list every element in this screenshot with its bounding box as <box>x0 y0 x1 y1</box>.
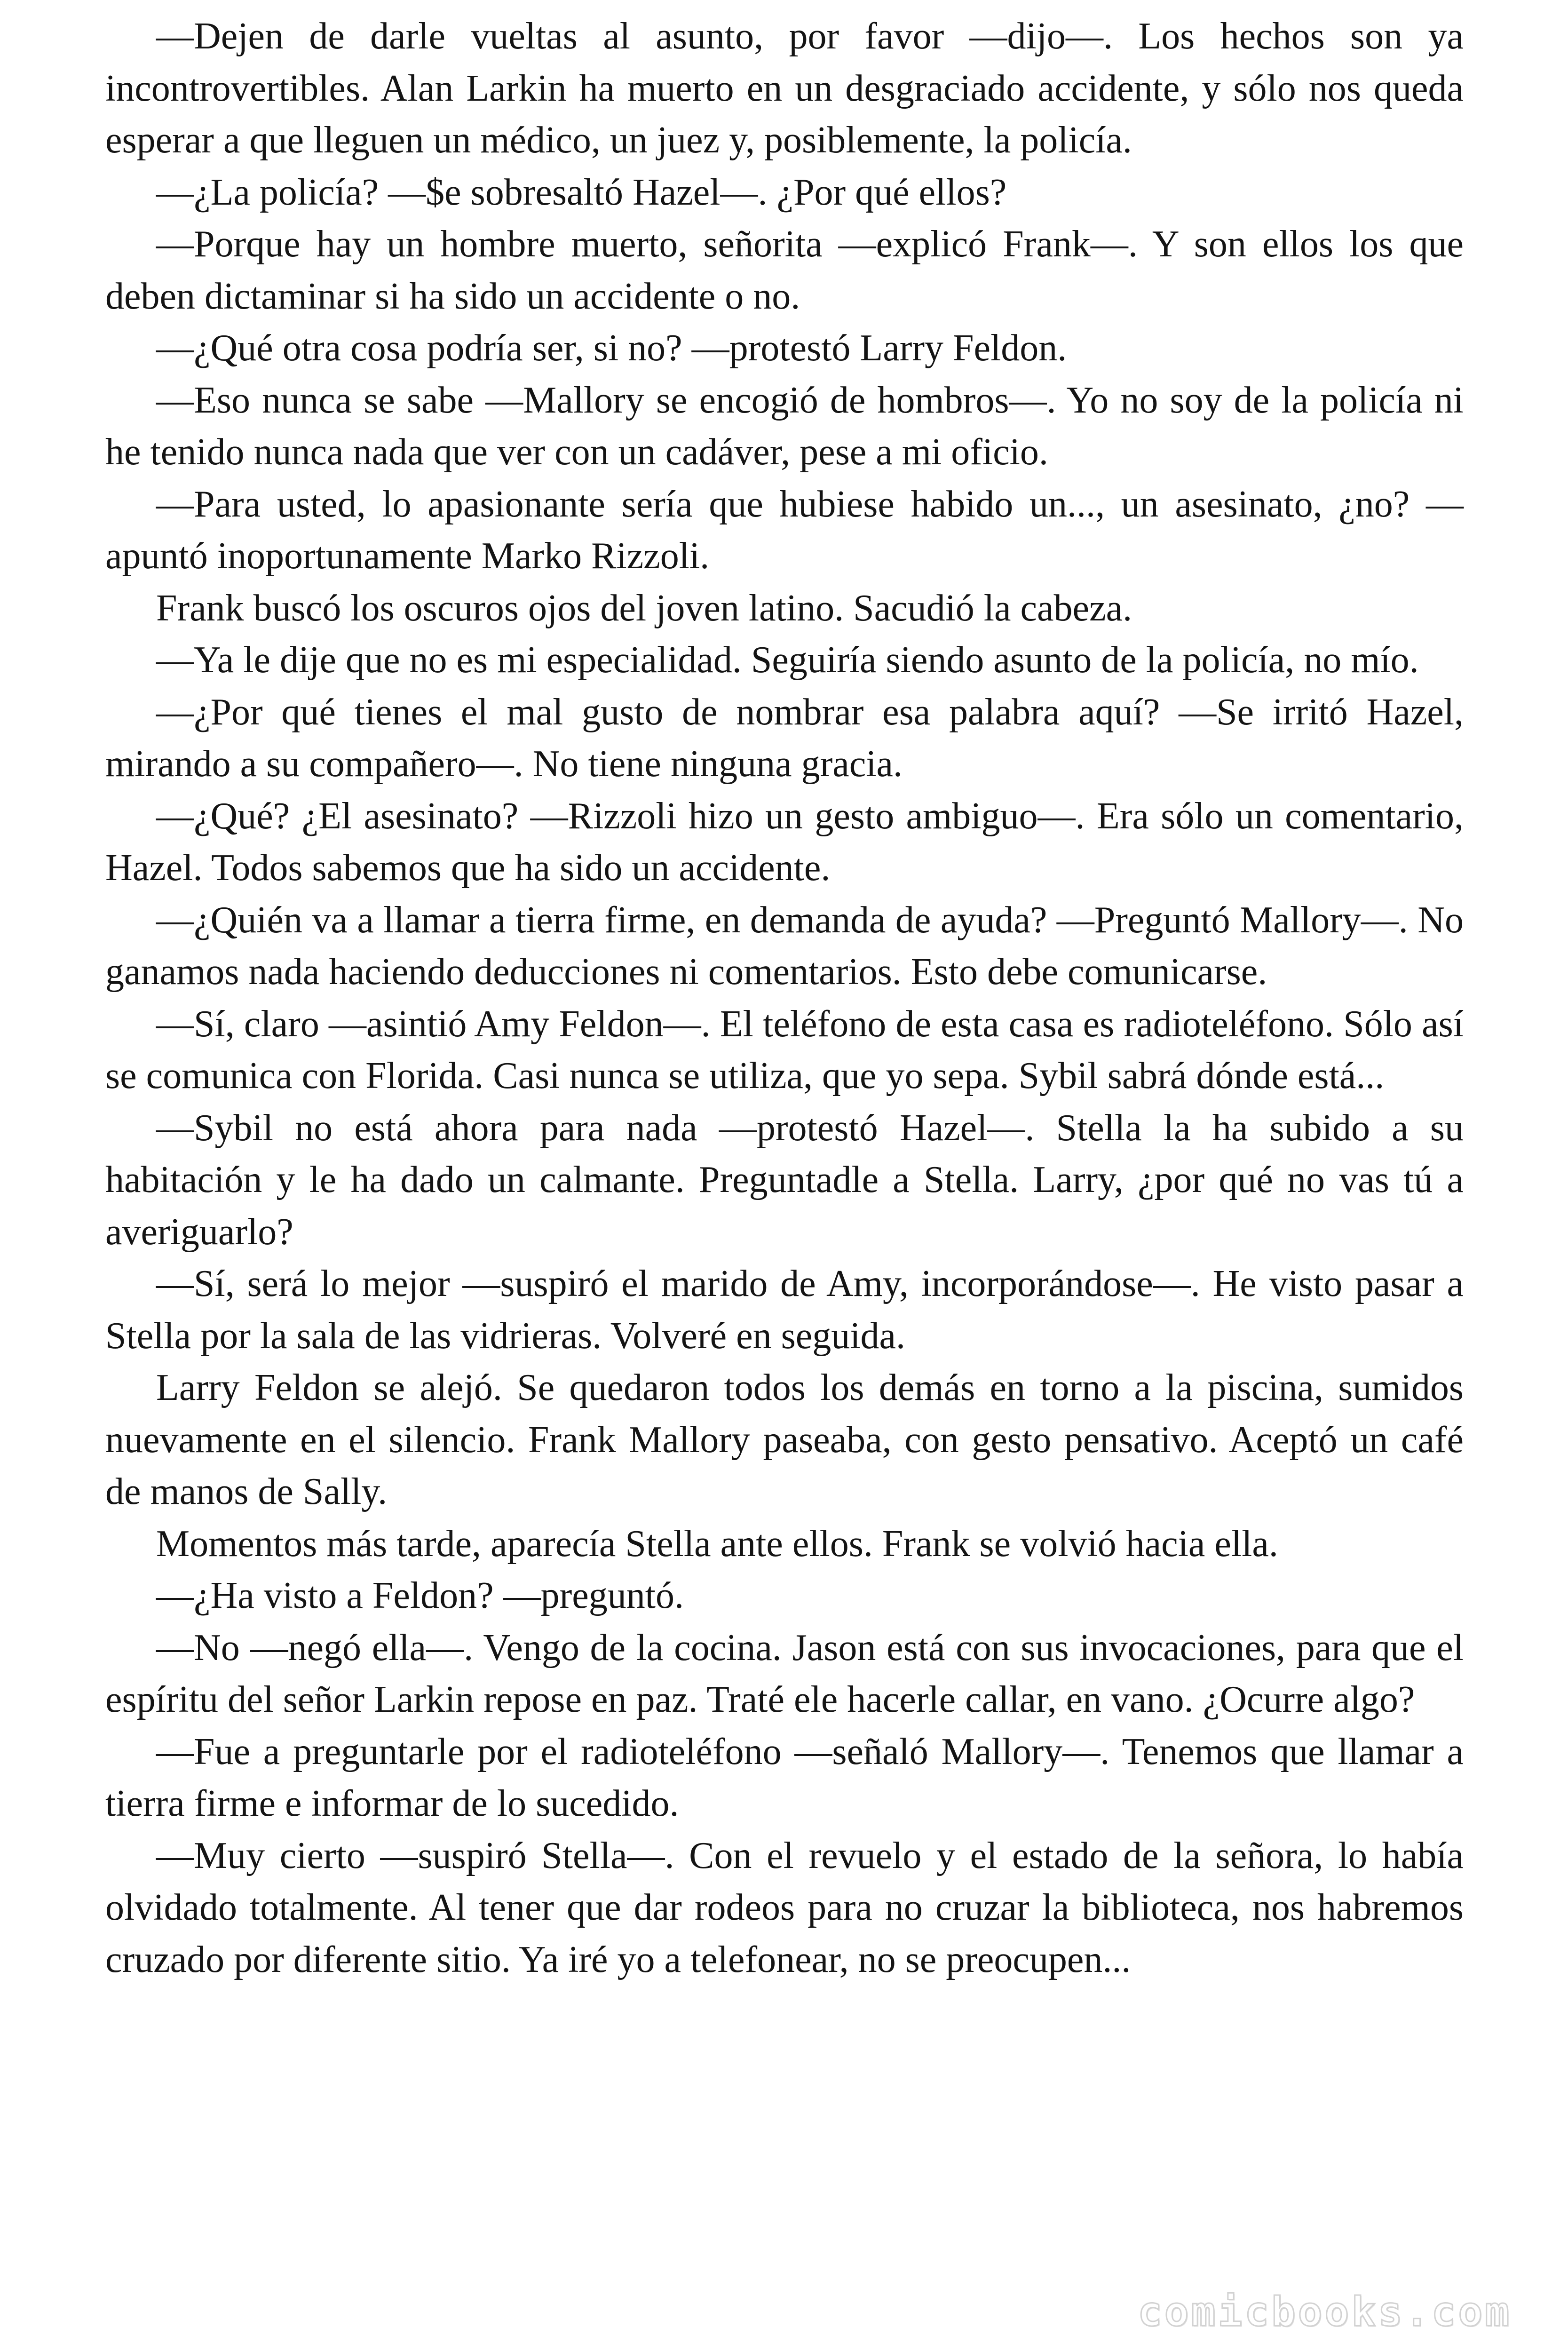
paragraph: —¿Quién va a llamar a tierra firme, en demanda de ayuda? —Preguntó Mallory—. No ganamos nada haciendo deducciones ni comentarios. Esto debe comunicarse. <box>105 899 1464 993</box>
paragraph: —Eso nunca se sabe —Mallory se encogió de hombros—. Yo no soy de la policía ni he tenido nunca nada que ver con un cadáver, pese a mi oficio. <box>105 379 1464 473</box>
paragraph: —¿Por qué tienes el mal gusto de nombrar esa palabra aquí? —Se irritó Hazel, mirando a su compañero—. No tiene ninguna gracia. <box>105 691 1464 785</box>
paragraph: —Fue a preguntarle por el radioteléfono —señaló Mallory—. Tenemos que llamar a tierra firme e informar de lo sucedido. <box>105 1731 1464 1824</box>
paragraph: —¿La policía? —$e sobresaltó Hazel—. ¿Por qué ellos? <box>156 171 1007 213</box>
paragraph: —¿Ha visto a Feldon? —preguntó. <box>156 1575 684 1616</box>
paragraph: Larry Feldon se alejó. Se quedaron todos los demás en torno a la piscina, sumidos nuevamente en el silencio. Frank Mallory paseaba, con gesto pensativo. Aceptó un café de manos de Sally. <box>105 1367 1464 1512</box>
paragraph: —Sí, será lo mejor —suspiró el marido de Amy, incorporándose—. He visto pasar a Stella por la sala de las vidrieras. Volveré en seguida. <box>105 1263 1464 1357</box>
paragraph: —No —negó ella—. Vengo de la cocina. Jason está con sus invocaciones, para que el espíritu del señor Larkin repose en paz. Traté ele hacerle callar, en vano. ¿Ocurre algo? <box>105 1627 1464 1720</box>
paragraph: —Sybil no está ahora para nada —protestó Hazel—. Stella la ha subido a su habitación y le ha dado un calmante. Preguntadle a Stella. Larry, ¿por qué no vas tú a averiguarlo? <box>105 1107 1464 1253</box>
page-content <box>105 10 1464 2249</box>
paragraph: —¿Qué otra cosa podría ser, si no? —protestó Larry Feldon. <box>156 327 1067 369</box>
paragraph: —Porque hay un hombre muerto, señorita —explicó Frank—. Y son ellos los que deben dictaminar si ha sido un accidente o no. <box>105 223 1464 317</box>
watermark: comicbooks.com <box>1138 2288 1512 2336</box>
paragraph: —Ya le dije que no es mi especialidad. Seguiría siendo asunto de la policía, no mío. <box>156 639 1419 681</box>
paragraph: —¿Qué? ¿El asesinato? —Rizzoli hizo un gesto ambiguo—. Era sólo un comentario, Hazel. Todos sabemos que ha sido un accidente. <box>105 795 1464 889</box>
paragraph: —Muy cierto —suspiró Stella—. Con el revuelo y el estado de la señora, lo había olvidado totalmente. Al tener que dar rodeos para no cruzar la biblioteca, nos habremos cruzado por diferente sitio. Ya iré yo a telefonear, no se preocupen... <box>105 1835 1464 1980</box>
paragraph: Frank buscó los oscuros ojos del joven latino. Sacudió la cabeza. <box>156 587 1132 629</box>
paragraph: —Para usted, lo apasionante sería que hubiese habido un..., un asesinato, ¿no? —apuntó inoportunamente Marko Rizzoli. <box>105 483 1464 577</box>
paragraph: Momentos más tarde, aparecía Stella ante ellos. Frank se volvió hacia ella. <box>156 1523 1278 1565</box>
paragraph: —Dejen de darle vueltas al asunto, por favor —dijo—. Los hechos son ya incontrovertibles. Alan Larkin ha muerto en un desgraciado accidente, y sólo nos queda esperar a que lleguen un médico, un juez y, posiblemente, la policía. <box>105 16 1464 161</box>
body-text <box>105 10 1464 1986</box>
paragraph: —Sí, claro —asintió Amy Feldon—. El teléfono de esta casa es radioteléfono. Sólo así se comunica con Florida. Casi nunca se utiliza, que yo sepa. Sybil sabrá dónde está... <box>105 1003 1464 1097</box>
